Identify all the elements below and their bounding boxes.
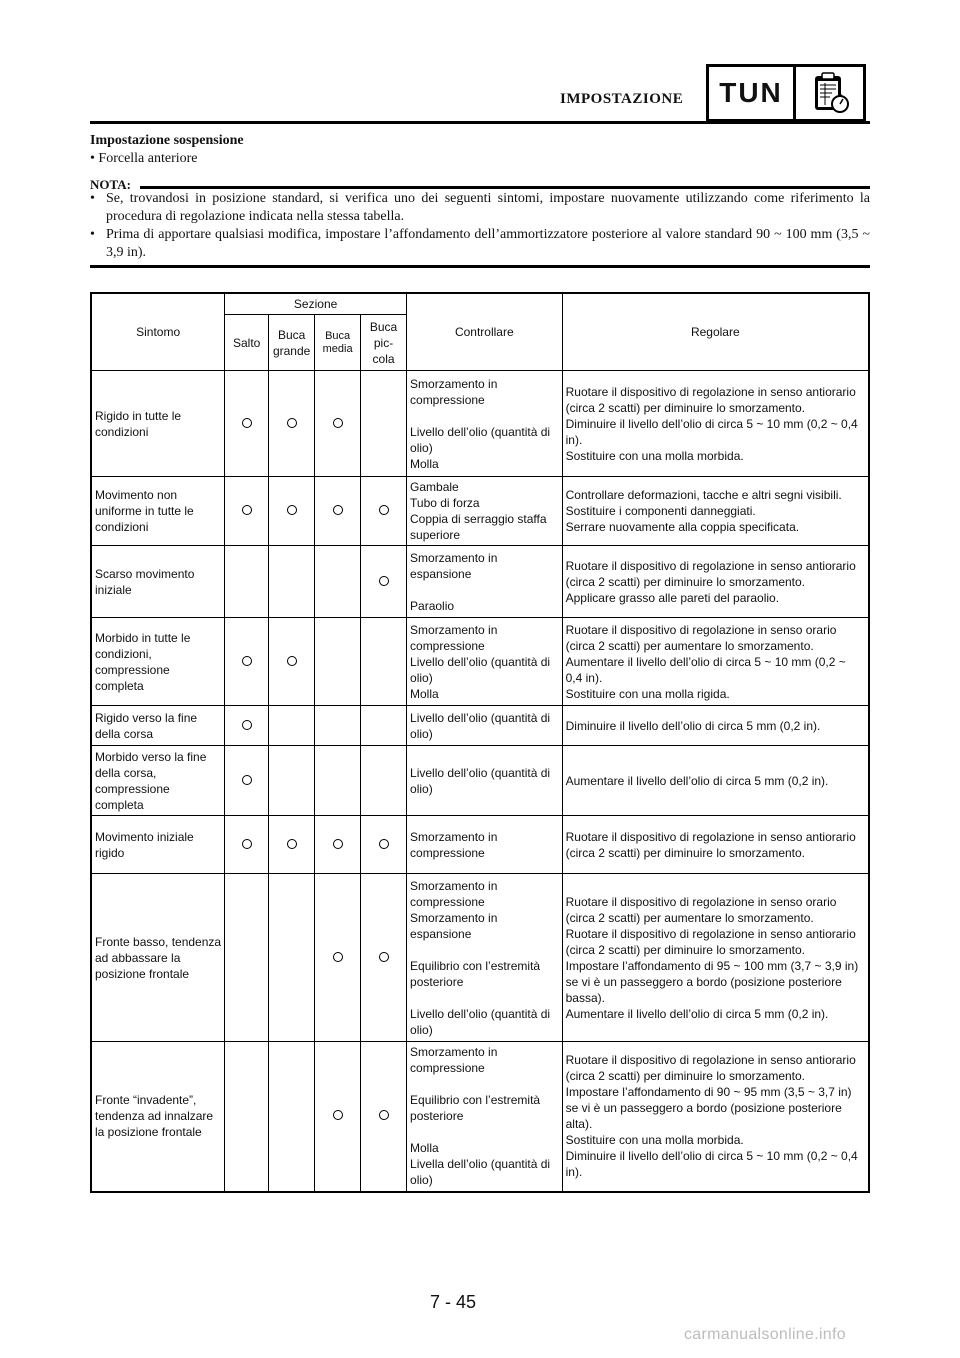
check-text: Smorzamento in compressione Livello dell’olio (quantità di olio) Molla bbox=[410, 622, 551, 701]
circle-mark-icon bbox=[379, 576, 389, 586]
circle-mark-icon bbox=[287, 839, 297, 849]
adjust-text: Aumentare il livello dell’olio di circa 5 mm (0,2 in). bbox=[565, 773, 829, 788]
header-buca-piccola: Buca pic-cola bbox=[361, 315, 407, 371]
symptom-cell: Rigido verso la fine della corsa bbox=[91, 706, 225, 746]
adjust-text: Ruotare il dispositivo di regolazione in senso orario (circa 2 scatti) per aumentare lo smorzamento. Aumentare il livello dell’olio di circa 5 ~ 10 mm (0,2 ~ 0,4 in). Sostituire con una molla rigida. bbox=[565, 622, 846, 701]
adjust-cell bbox=[562, 874, 869, 1042]
adjust-text: Ruotare il dispositivo di regolazione in senso antiorario (circa 2 scatti) per diminuire lo smorzamento. Diminuire il livello dell’olio di circa 5 ~ 10 mm (0,2 ~ 0,4 in). Sostituire con una molla morbida. bbox=[565, 384, 858, 463]
symptom-cell: Movimento iniziale rigido bbox=[91, 816, 225, 874]
check-cell bbox=[407, 706, 563, 746]
adjust-text: Ruotare il dispositivo di regolazione in senso antiorario (circa 2 scatti) per diminuire lo smorzamento. Applicare grasso alle pareti del paraolio. bbox=[565, 558, 856, 605]
section-mark-cell bbox=[225, 816, 269, 874]
section-mark-cell bbox=[361, 816, 407, 874]
check-text: Livello dell’olio (quantità di olio) bbox=[410, 765, 551, 796]
adjust-cell bbox=[562, 816, 869, 874]
check-cell bbox=[407, 816, 563, 874]
section-mark-cell bbox=[315, 816, 361, 874]
table-row bbox=[91, 477, 869, 546]
check-text: Smorzamento in compressione Equilibrio con l’estremità posteriore Molla Livella dell’olio (quantità di olio) bbox=[410, 1045, 551, 1188]
tun-badge-label: TUN bbox=[709, 67, 796, 119]
circle-mark-icon bbox=[379, 952, 389, 962]
suspension-table bbox=[90, 292, 870, 1193]
suspension-table-wrap bbox=[90, 292, 870, 1193]
section-mark-cell bbox=[315, 371, 361, 477]
header-sintomo: Sintomo bbox=[91, 293, 225, 371]
nota-rule-bottom bbox=[90, 265, 870, 268]
check-text: Smorzamento in compressione bbox=[410, 829, 498, 860]
table-body bbox=[91, 371, 869, 1192]
adjust-cell bbox=[562, 746, 869, 816]
section-mark-cell bbox=[315, 874, 361, 1042]
table-row bbox=[91, 618, 869, 706]
circle-mark-icon bbox=[333, 505, 343, 515]
check-cell bbox=[407, 618, 563, 706]
adjust-cell bbox=[562, 618, 869, 706]
section-mark-cell bbox=[269, 618, 315, 706]
page-number: 7 - 45 bbox=[430, 1292, 477, 1312]
section-mark-cell bbox=[269, 706, 315, 746]
section-mark-cell bbox=[269, 874, 315, 1042]
nota-item: • Prima di apportare qualsiasi modifica, impostare l’affondamento dell’ammortizzatore posteriore al valore standard 90 ~ 100 mm (3,5 ~ 3,9 in). bbox=[90, 226, 870, 262]
circle-mark-icon bbox=[333, 839, 343, 849]
adjust-cell bbox=[562, 706, 869, 746]
circle-mark-icon bbox=[333, 1110, 343, 1120]
check-cell bbox=[407, 546, 563, 618]
clipboard-stopwatch-icon bbox=[796, 67, 863, 119]
section-mark-cell bbox=[361, 746, 407, 816]
section-mark-cell bbox=[269, 816, 315, 874]
check-cell bbox=[407, 1042, 563, 1192]
section-mark-cell bbox=[225, 618, 269, 706]
section-mark-cell bbox=[315, 546, 361, 618]
circle-mark-icon bbox=[242, 505, 252, 515]
circle-mark-icon bbox=[379, 1110, 389, 1120]
check-text: Gambale Tubo di forza Coppia di serraggio staffa superiore bbox=[410, 480, 547, 542]
symptom-cell: Movimento non uniforme in tutte le condizioni bbox=[91, 477, 225, 546]
symptom-cell: Scarso movimento iniziale bbox=[91, 546, 225, 618]
section-mark-cell bbox=[361, 618, 407, 706]
adjust-cell bbox=[562, 371, 869, 477]
section-mark-cell bbox=[225, 706, 269, 746]
section-subtitle: • Forcella anteriore bbox=[90, 151, 198, 166]
nota-item: • Se, trovandosi in posizione standard, si verifica uno dei seguenti sintomi, impostare nuovamente utilizzando come riferimento la procedura di regolazione indicata nella stessa tabella. bbox=[90, 190, 870, 226]
section-mark-cell bbox=[315, 477, 361, 546]
check-text: Smorzamento in espansione Paraolio bbox=[410, 550, 498, 613]
section-mark-cell bbox=[315, 746, 361, 816]
section-mark-cell bbox=[361, 706, 407, 746]
circle-mark-icon bbox=[287, 418, 297, 428]
circle-mark-icon bbox=[333, 952, 343, 962]
section-mark-cell bbox=[225, 874, 269, 1042]
symptom-cell: Morbido in tutte le condizioni, compressione completa bbox=[91, 618, 225, 706]
section-mark-cell bbox=[361, 371, 407, 477]
symptom-cell: Fronte basso, tendenza ad abbassare la posizione frontale bbox=[91, 874, 225, 1042]
circle-mark-icon bbox=[242, 839, 252, 849]
check-cell bbox=[407, 746, 563, 816]
section-mark-cell bbox=[315, 618, 361, 706]
table-row bbox=[91, 816, 869, 874]
circle-mark-icon bbox=[287, 505, 297, 515]
section-mark-cell bbox=[225, 371, 269, 477]
circle-mark-icon bbox=[333, 418, 343, 428]
header-regolare: Regolare bbox=[562, 293, 869, 371]
circle-mark-icon bbox=[379, 839, 389, 849]
watermark: carmanualsonline.info bbox=[684, 1326, 846, 1343]
check-cell bbox=[407, 371, 563, 477]
section-mark-cell bbox=[361, 477, 407, 546]
header-title: IMPOSTAZIONE bbox=[560, 91, 684, 107]
section-mark-cell bbox=[225, 477, 269, 546]
circle-mark-icon bbox=[287, 656, 297, 666]
table-row bbox=[91, 706, 869, 746]
adjust-text: Controllare deformazioni, tacche e altri segni visibili. Sostituire i componenti danneggiati. Serrare nuovamente alla coppia specificata. bbox=[565, 488, 842, 534]
circle-mark-icon bbox=[242, 720, 252, 730]
check-cell bbox=[407, 874, 563, 1042]
section-mark-cell bbox=[361, 1042, 407, 1192]
header-sezione: Sezione bbox=[225, 293, 407, 315]
table-row bbox=[91, 546, 869, 618]
adjust-text: Ruotare il dispositivo di regolazione in senso antiorario (circa 2 scatti) per diminuire lo smorzamento. Impostare l’affondamento di 90 ~ 95 mm (3,5 ~ 3,7 in) se vi è un passeggero a bordo (posizione posteriore alta). Sostituire con una molla morbida. Diminuire il livello dell’olio di circa 5 ~ 10 mm (0,2 ~ 0,4 in). bbox=[565, 1053, 858, 1180]
symptom-cell: Fronte “invadente”, tendenza ad innalzare la posizione frontale bbox=[91, 1042, 225, 1192]
header-buca-grande: Buca grande bbox=[269, 315, 315, 371]
section-mark-cell bbox=[315, 1042, 361, 1192]
adjust-text: Ruotare il dispositivo di regolazione in senso orario (circa 2 scatti) per aumentare lo smorzamento. Ruotare il dispositivo di regolazione in senso antiorario (circa 2 scatti) per diminuire lo smorzamento. Impostare l’affondamento di 95 ~ 100 mm (3,7 ~ 3,9 in) se vi è un passeggero a bordo (posizione posteriore bassa). Aumentare il livello dell’olio di circa 5 mm (0,2 in). bbox=[565, 894, 859, 1021]
tun-badge bbox=[706, 64, 866, 122]
symptom-cell: Morbido verso la fine della corsa, compressione completa bbox=[91, 746, 225, 816]
section-mark-cell bbox=[269, 1042, 315, 1192]
table-row bbox=[91, 1042, 869, 1192]
section-mark-cell bbox=[269, 546, 315, 618]
adjust-cell bbox=[562, 477, 869, 546]
check-text: Livello dell’olio (quantità di olio) bbox=[410, 710, 551, 741]
section-mark-cell bbox=[269, 746, 315, 816]
adjust-text: Ruotare il dispositivo di regolazione in senso antiorario (circa 2 scatti) per diminuire lo smorzamento. bbox=[565, 829, 856, 860]
section-title: Impostazione sospensione bbox=[90, 133, 244, 148]
section-mark-cell bbox=[269, 477, 315, 546]
adjust-cell bbox=[562, 546, 869, 618]
section-mark-cell bbox=[361, 546, 407, 618]
section-mark-cell bbox=[225, 546, 269, 618]
check-cell bbox=[407, 477, 563, 546]
nota-rule-top bbox=[140, 186, 870, 189]
circle-mark-icon bbox=[242, 656, 252, 666]
circle-mark-icon bbox=[242, 418, 252, 428]
table-row bbox=[91, 746, 869, 816]
adjust-cell bbox=[562, 1042, 869, 1192]
check-text: Smorzamento in compressione Smorzamento in espansione Equilibrio con l’estremità posteriore Livello dell’olio (quantità di olio) bbox=[410, 878, 551, 1037]
table-row bbox=[91, 874, 869, 1042]
check-text: Smorzamento in compressione Livello dell’olio (quantità di olio) Molla bbox=[410, 376, 551, 471]
table-row bbox=[91, 371, 869, 477]
header-buca-media: Buca media bbox=[315, 315, 361, 371]
nota-list bbox=[90, 190, 870, 262]
section-mark-cell bbox=[225, 1042, 269, 1192]
circle-mark-icon bbox=[379, 505, 389, 515]
adjust-text: Diminuire il livello dell’olio di circa 5 mm (0,2 in). bbox=[565, 718, 821, 733]
section-mark-cell bbox=[225, 746, 269, 816]
header-controllare: Controllare bbox=[407, 293, 563, 371]
section-mark-cell bbox=[361, 874, 407, 1042]
circle-mark-icon bbox=[242, 775, 252, 785]
nota-label: NOTA: bbox=[90, 177, 131, 192]
section-mark-cell bbox=[269, 371, 315, 477]
symptom-cell: Rigido in tutte le condizioni bbox=[91, 371, 225, 477]
section-mark-cell bbox=[315, 706, 361, 746]
header-salto: Salto bbox=[225, 315, 269, 371]
